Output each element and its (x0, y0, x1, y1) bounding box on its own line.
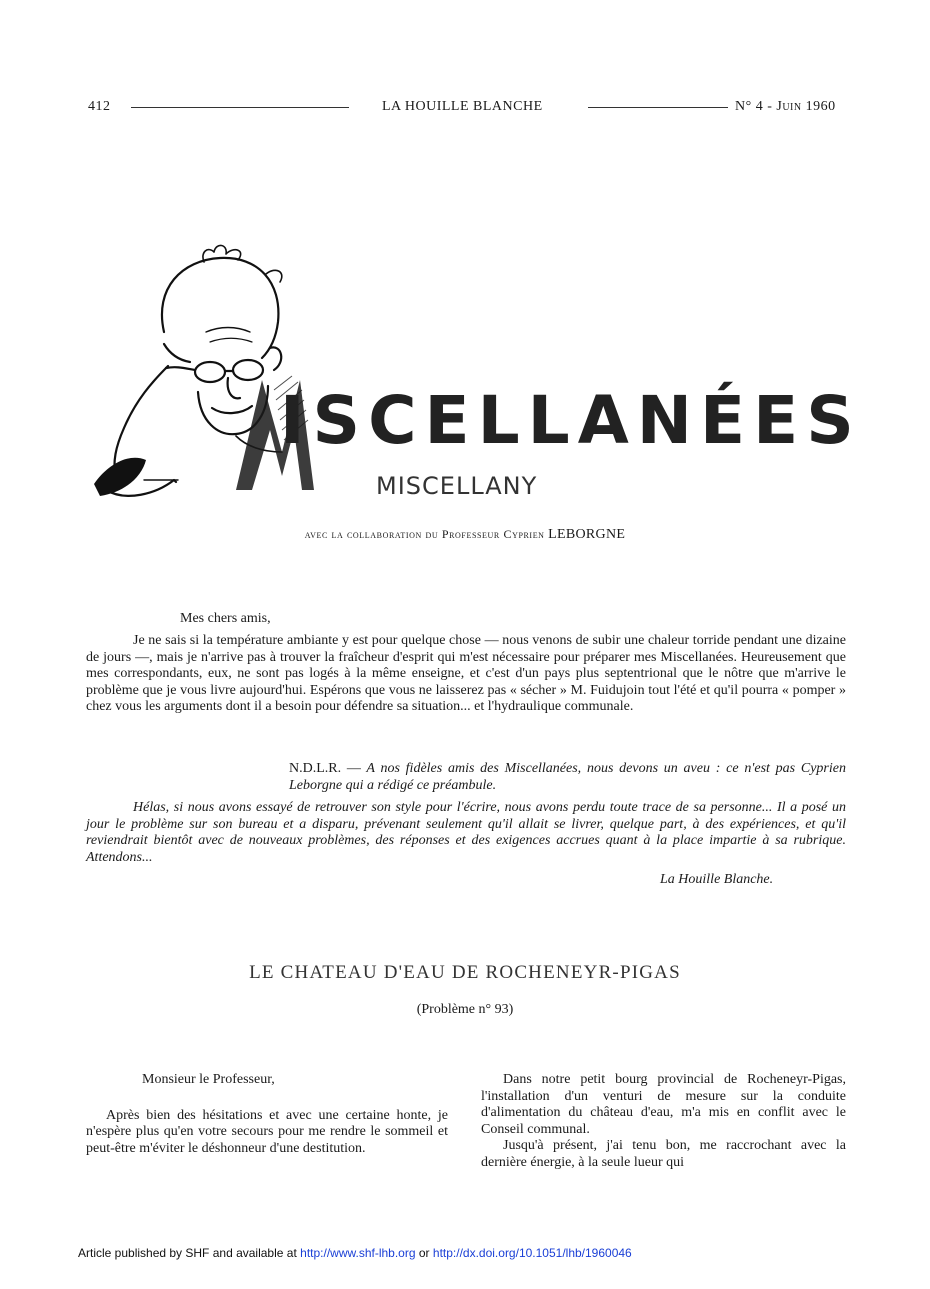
letter-right-column (481, 1072, 846, 1171)
signature: La Houille Blanche. (660, 872, 774, 887)
greeting: Mes chers amis, (180, 611, 271, 626)
miscellany-subtitle: MISCELLANY (376, 472, 538, 500)
collaboration-prefix: avec la collaboration du Professeur Cyprien (304, 527, 545, 541)
publication-footer (78, 1246, 632, 1260)
letter-salutation: Monsieur le Professeur, (142, 1072, 275, 1087)
letter-left-column (86, 1072, 448, 1157)
letter-right-paragraph-2: Jusqu'à présent, j'ai tenu bon, me raccrochant avec la dernière énergie, à la seule lueur qui (481, 1138, 846, 1170)
footer-text: Article published by SHF and available at (78, 1246, 297, 1260)
helas-paragraph: Hélas, si nous avons essayé de retrouver son style pour l'écrire, nous avons perdu toute trace de sa personne... Il a posé un jour le problème sur son bureau et a disparu, prévenant seulement qu'il allait se livrer, quelque part, à des expériences, et qu'il reviendrait bientôt avec de nouveaux problèmes, des réponses et des exigences accrues quant à la place impartie à sa rubrique. Attendons... (86, 800, 846, 865)
footer-or: or (418, 1246, 430, 1260)
letter-left-paragraph: Après bien des hésitations et avec une certaine honte, je n'espère plus qu'en votre secours pour me rendre le sommeil et peut-être m'éviter le déshonneur d'une destitution. (86, 1107, 448, 1156)
editor-note (289, 761, 846, 794)
editor-note-label: N.D.L.R. — (289, 761, 361, 776)
journal-title: LA HOUILLE BLANCHE (382, 99, 543, 114)
shf-link[interactable]: http://www.shf-lhb.org (300, 1246, 416, 1260)
page-number: 412 (88, 99, 111, 114)
letter-right-paragraph-1: Dans notre petit bourg provincial de Rocheneyr-Pigas, l'installation d'un venturi de mesure sur la conduite d'alimentation du château d'eau, m'a mis en conflit avec le Conseil communal. (481, 1072, 846, 1137)
editor-note-text: A nos fidèles amis des Miscellanées, nous devons un aveu : ce n'est pas Cyprien Leborgne qui a rédigé ce préambule. (289, 761, 846, 793)
issue-info: N° 4 - Juin 1960 (735, 99, 836, 114)
doi-link[interactable]: http://dx.doi.org/10.1051/lhb/1960046 (432, 1246, 632, 1260)
problem-title: LE CHATEAU D'EAU DE ROCHENEYR-PIGAS (249, 962, 681, 983)
header-rule-right (588, 107, 728, 108)
miscellanees-title: ISCELLANÉES (280, 382, 862, 459)
header-rule-left (131, 107, 349, 108)
professor-caricature-illustration (86, 240, 316, 505)
problem-number: (Problème n° 93) (416, 1002, 514, 1017)
collaborator-name: LEBORGNE (548, 527, 626, 542)
collaboration-line (0, 527, 930, 543)
intro-paragraph: Je ne sais si la température ambiante y est pour quelque chose — nous venons de subir une chaleur torride pendant une dizaine de jours —, mais je n'arrive pas à trouver la fraîcheur d'esprit qui m'est nécessaire pour préparer mes Miscellanées. Heureusement que mes correspondants, eux, ne sont pas logés à la même enseigne, et c'est d'un pays plus septentrional que le nôtre que m'arrive le problème que je vous livre aujourd'hui. Espérons que vous ne laisserez pas « sécher » M. Fuidujoin tout l'été et qu'il pourra « pomper » chez vous les arguments dont il a besoin pour défendre sa situation... et l'hydraulique communale. (86, 633, 846, 714)
